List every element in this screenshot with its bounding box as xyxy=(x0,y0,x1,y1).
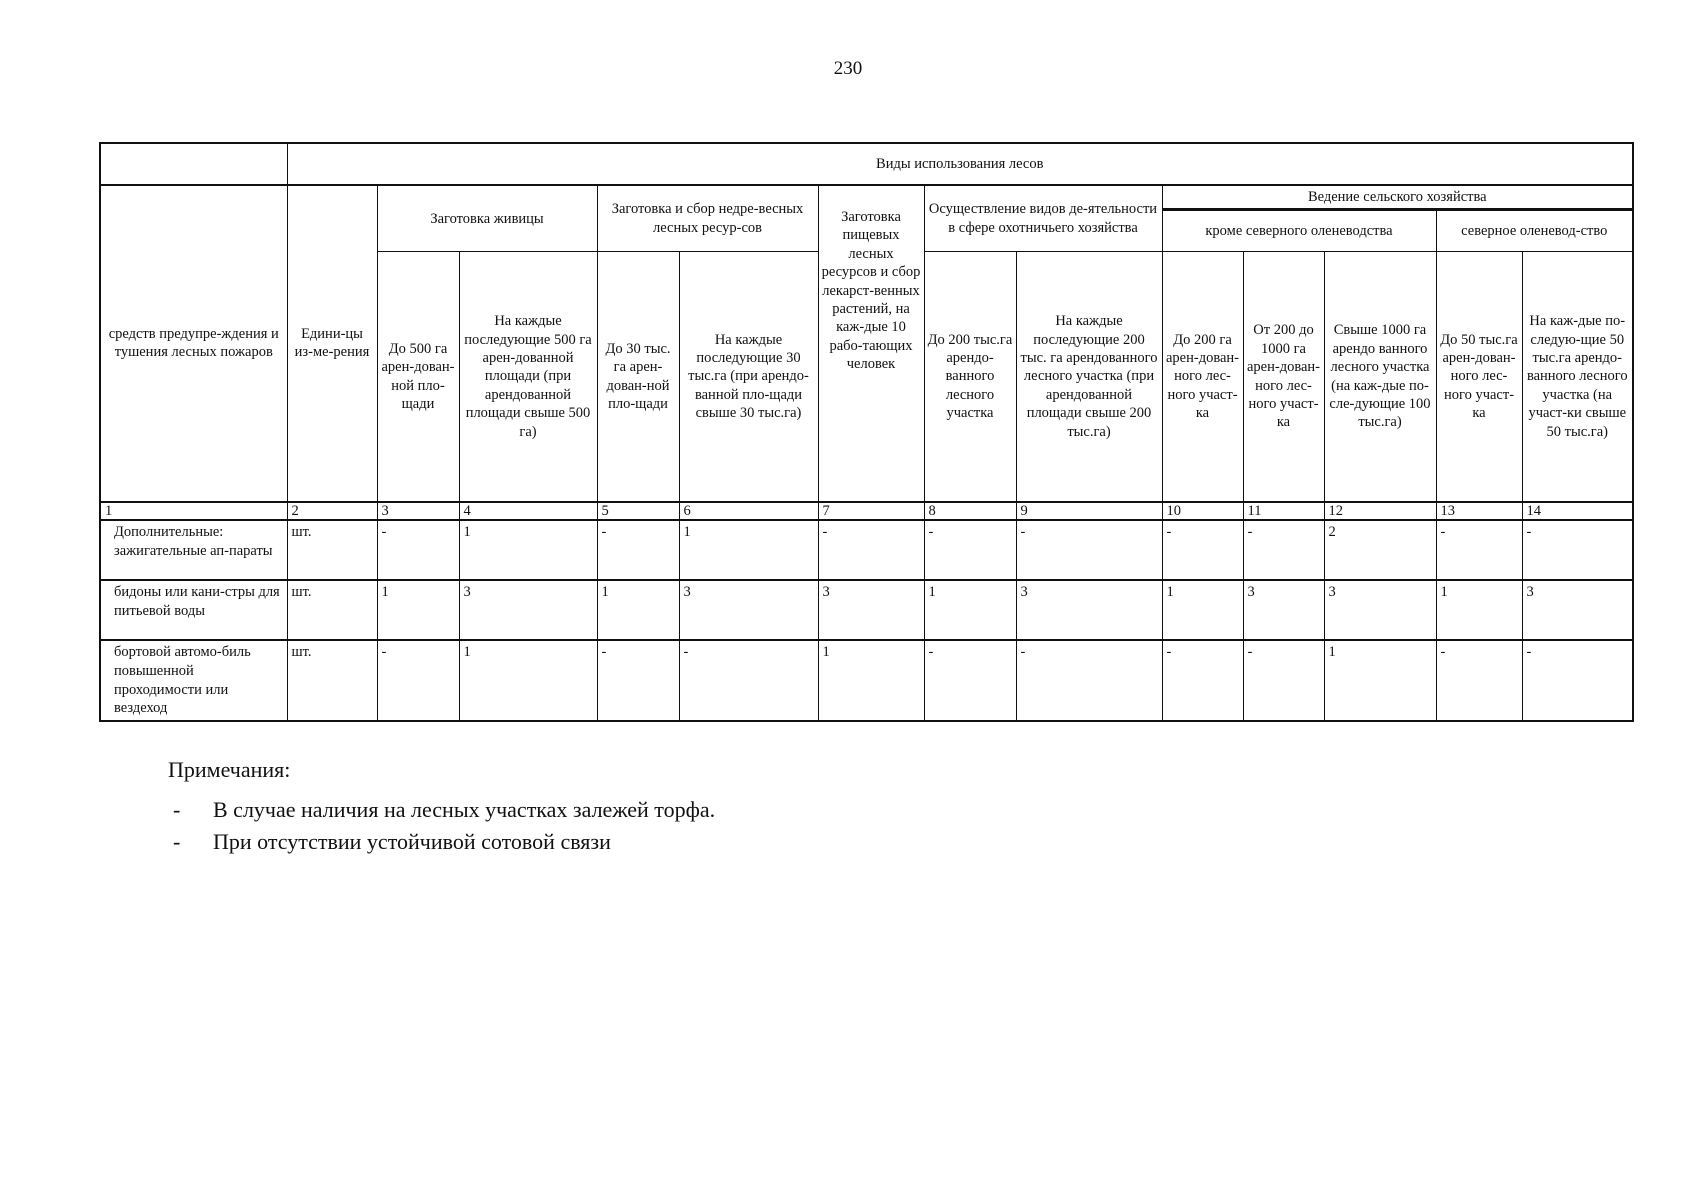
cell-value: - xyxy=(1016,640,1162,721)
cell-value: - xyxy=(924,520,1016,580)
table-row xyxy=(100,580,1633,640)
column-number: 3 xyxy=(377,502,459,520)
column-number: 10 xyxy=(1162,502,1243,520)
header-empty-corner xyxy=(100,143,287,185)
cell-value: - xyxy=(1162,520,1243,580)
column-number-row xyxy=(100,502,1633,520)
column-number: 12 xyxy=(1324,502,1436,520)
cell-value: 1 xyxy=(459,640,597,721)
header-col1: средств предупре-ждения и тушения лесных пожаров xyxy=(100,185,287,502)
cell-value: 1 xyxy=(679,520,818,580)
header-c5: До 30 тыс. га арен-дован-ной пло-щади xyxy=(597,252,679,502)
column-number: 6 xyxy=(679,502,818,520)
header-agri-reindeer: северное оленевод-ство xyxy=(1436,210,1633,252)
cell-value: - xyxy=(1436,640,1522,721)
header-c13: До 50 тыс.га арен-дован-ного лес-ного участ-ка xyxy=(1436,252,1522,502)
column-number: 7 xyxy=(818,502,924,520)
forest-use-table xyxy=(99,142,1634,722)
note-item xyxy=(168,797,715,823)
cell-value: 3 xyxy=(1016,580,1162,640)
table-title: Виды использования лесов xyxy=(287,143,1633,185)
column-number: 9 xyxy=(1016,502,1162,520)
header-group-food: Заготовка пищевых лесных ресурсов и сбор лекарст-венных растений, на каж-дые 10 рабо-тающих человек xyxy=(818,185,924,502)
cell-value: 3 xyxy=(1522,580,1633,640)
note-marker: - xyxy=(173,829,181,854)
header-col2-unit: Едини-цы из-ме-рения xyxy=(287,185,377,502)
column-number: 8 xyxy=(924,502,1016,520)
column-number: 14 xyxy=(1522,502,1633,520)
header-c9: На каждые последующие 200 тыс. га арендованного лесного участка (при арендованной площади свыше 200 тыс.га) xyxy=(1016,252,1162,502)
cell-value: 1 xyxy=(1436,580,1522,640)
cell-value: 1 xyxy=(818,640,924,721)
cell-value: 1 xyxy=(597,580,679,640)
note-item xyxy=(168,829,715,855)
row-name: бидоны или кани-стры для питьевой воды xyxy=(100,580,287,640)
column-number: 2 xyxy=(287,502,377,520)
header-c12: Свыше 1000 га арендо ванного лесного участка (на каж-дые по-сле-дующие 100 тыс.га) xyxy=(1324,252,1436,502)
table-row xyxy=(100,640,1633,721)
cell-value: - xyxy=(1162,640,1243,721)
header-group-resin: Заготовка живицы xyxy=(377,185,597,252)
header-agri-except-reindeer: кроме северного оленеводства xyxy=(1162,210,1436,252)
row-name: бортовой автомо-биль повышенной проходимости или вездеход xyxy=(100,640,287,721)
cell-value: 1 xyxy=(1324,640,1436,721)
cell-value: - xyxy=(377,640,459,721)
cell-value: 3 xyxy=(679,580,818,640)
cell-value: - xyxy=(1522,520,1633,580)
header-group-agriculture: Ведение сельского хозяйства xyxy=(1162,185,1633,210)
row-unit: шт. xyxy=(287,580,377,640)
page-number: 230 xyxy=(833,58,863,79)
header-c10: До 200 га арен-дован-ного лес-ного участ-ка xyxy=(1162,252,1243,502)
cell-value: 2 xyxy=(1324,520,1436,580)
header-c8: До 200 тыс.га арендо-ванного лесного участка xyxy=(924,252,1016,502)
row-unit: шт. xyxy=(287,640,377,721)
cell-value: - xyxy=(1436,520,1522,580)
cell-value: 1 xyxy=(924,580,1016,640)
cell-value: 3 xyxy=(459,580,597,640)
column-number: 13 xyxy=(1436,502,1522,520)
column-number: 1 xyxy=(100,502,287,520)
forest-use-table-wrapper xyxy=(99,142,1632,722)
cell-value: - xyxy=(1243,520,1324,580)
notes-section xyxy=(168,757,715,861)
header-group-nonwood: Заготовка и сбор недре-весных лесных ресур-сов xyxy=(597,185,818,252)
cell-value: 3 xyxy=(1324,580,1436,640)
note-text: При отсутствии устойчивой сотовой связи xyxy=(213,829,611,854)
row-unit: шт. xyxy=(287,520,377,580)
cell-value: - xyxy=(377,520,459,580)
column-number: 5 xyxy=(597,502,679,520)
notes-title: Примечания: xyxy=(168,757,291,782)
cell-value: 1 xyxy=(459,520,597,580)
header-c3: До 500 га арен-дован-ной пло-щади xyxy=(377,252,459,502)
cell-value: - xyxy=(597,520,679,580)
note-text: В случае наличия на лесных участках залежей торфа. xyxy=(213,797,716,822)
cell-value: - xyxy=(1016,520,1162,580)
header-c6: На каждые последующие 30 тыс.га (при арендо-ванной пло-щади свыше 30 тыс.га) xyxy=(679,252,818,502)
header-c11: От 200 до 1000 га арен-дован-ного лес-ного участ-ка xyxy=(1243,252,1324,502)
cell-value: 1 xyxy=(1162,580,1243,640)
header-group-hunting: Осуществление видов де-ятельности в сфере охотничьего хозяйства xyxy=(924,185,1162,252)
cell-value: - xyxy=(818,520,924,580)
column-number: 4 xyxy=(459,502,597,520)
cell-value: - xyxy=(597,640,679,721)
cell-value: - xyxy=(679,640,818,721)
cell-value: 1 xyxy=(377,580,459,640)
column-number: 11 xyxy=(1243,502,1324,520)
table-row xyxy=(100,520,1633,580)
cell-value: - xyxy=(1522,640,1633,721)
cell-value: 3 xyxy=(1243,580,1324,640)
note-marker: - xyxy=(173,797,181,822)
header-c4: На каждые последующие 500 га арен-дованной площади (при арендованной площади свыше 500 га) xyxy=(459,252,597,502)
cell-value: 3 xyxy=(818,580,924,640)
header-c14: На каж-дые по-следую-щие 50 тыс.га арендо-ванного лесного участка (на участ-ки свыше 50 тыс.га) xyxy=(1522,252,1633,502)
row-name: Дополнительные: зажигательные ап-параты xyxy=(100,520,287,580)
cell-value: - xyxy=(1243,640,1324,721)
cell-value: - xyxy=(924,640,1016,721)
